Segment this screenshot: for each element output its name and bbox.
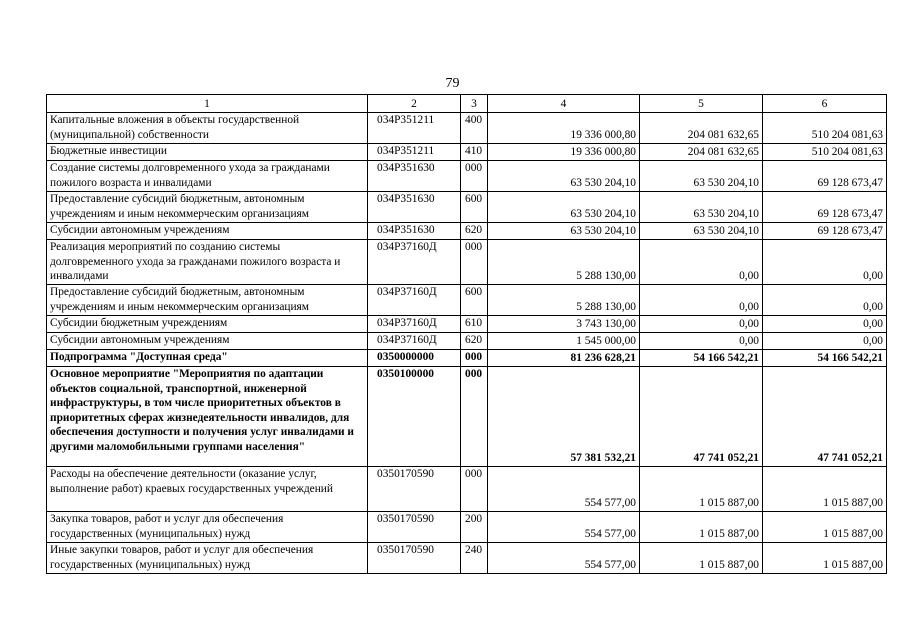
row-expense-type: 600 bbox=[461, 192, 488, 223]
row-code: 034P351211 bbox=[368, 113, 461, 144]
row-value-col5: 0,00 bbox=[640, 333, 763, 350]
table-row bbox=[47, 285, 887, 316]
row-name: Расходы на обеспечение деятельности (оказание услуг, выполнение работ) краевых государственных учреждений bbox=[47, 467, 368, 512]
row-value-col6: 1 015 887,00 bbox=[763, 543, 887, 574]
row-expense-type: 000 bbox=[461, 367, 488, 467]
table-row bbox=[47, 316, 887, 333]
row-value-col4: 57 381 532,21 bbox=[488, 367, 640, 467]
budget-table bbox=[46, 94, 887, 574]
row-code: 034P351630 bbox=[368, 161, 461, 192]
row-name: Бюджетные инвестиции bbox=[47, 144, 368, 161]
row-expense-type: 240 bbox=[461, 543, 488, 574]
row-value-col4: 19 336 000,80 bbox=[488, 113, 640, 144]
row-value-col4: 5 288 130,00 bbox=[488, 240, 640, 285]
row-value-col6: 1 015 887,00 bbox=[763, 467, 887, 512]
row-name: Создание системы долговременного ухода за гражданами пожилого возраста и инвалидами bbox=[47, 161, 368, 192]
row-code: 0350170590 bbox=[368, 467, 461, 512]
row-value-col4: 63 530 204,10 bbox=[488, 192, 640, 223]
row-value-col6: 510 204 081,63 bbox=[763, 144, 887, 161]
header-cell-1: 1 bbox=[47, 95, 368, 113]
row-name: Реализация мероприятий по созданию системы долговременного ухода за гражданами пожилого возраста и инвалидами bbox=[47, 240, 368, 285]
row-expense-type: 610 bbox=[461, 316, 488, 333]
row-code: 0350100000 bbox=[368, 367, 461, 467]
table-row bbox=[47, 543, 887, 574]
row-value-col4: 63 530 204,10 bbox=[488, 223, 640, 240]
row-value-col6: 69 128 673,47 bbox=[763, 161, 887, 192]
row-value-col6: 47 741 052,21 bbox=[763, 367, 887, 467]
header-cell-5: 5 bbox=[640, 95, 763, 113]
row-value-col5: 0,00 bbox=[640, 240, 763, 285]
row-expense-type: 600 bbox=[461, 285, 488, 316]
row-expense-type: 400 bbox=[461, 113, 488, 144]
row-expense-type: 620 bbox=[461, 223, 488, 240]
row-value-col5: 204 081 632,65 bbox=[640, 113, 763, 144]
row-expense-type: 410 bbox=[461, 144, 488, 161]
row-expense-type: 200 bbox=[461, 512, 488, 543]
row-value-col4: 1 545 000,00 bbox=[488, 333, 640, 350]
row-value-col5: 63 530 204,10 bbox=[640, 192, 763, 223]
row-value-col5: 204 081 632,65 bbox=[640, 144, 763, 161]
row-value-col6: 0,00 bbox=[763, 333, 887, 350]
row-value-col5: 0,00 bbox=[640, 285, 763, 316]
row-value-col6: 0,00 bbox=[763, 285, 887, 316]
table-row bbox=[47, 161, 887, 192]
row-value-col5: 0,00 bbox=[640, 316, 763, 333]
row-name: Субсидии автономным учреждениям bbox=[47, 223, 368, 240]
row-value-col5: 63 530 204,10 bbox=[640, 161, 763, 192]
row-value-col5: 54 166 542,21 bbox=[640, 350, 763, 367]
row-value-col5: 1 015 887,00 bbox=[640, 512, 763, 543]
row-code: 0350000000 bbox=[368, 350, 461, 367]
row-code: 034P37160Д bbox=[368, 333, 461, 350]
row-expense-type: 000 bbox=[461, 161, 488, 192]
row-value-col5: 1 015 887,00 bbox=[640, 543, 763, 574]
row-value-col4: 554 577,00 bbox=[488, 467, 640, 512]
row-value-col4: 554 577,00 bbox=[488, 543, 640, 574]
row-code: 034P351630 bbox=[368, 223, 461, 240]
table-row bbox=[47, 333, 887, 350]
row-code: 034P37160Д bbox=[368, 240, 461, 285]
row-value-col4: 63 530 204,10 bbox=[488, 161, 640, 192]
header-cell-3: 3 bbox=[461, 95, 488, 113]
row-value-col5: 63 530 204,10 bbox=[640, 223, 763, 240]
row-code: 034P351630 bbox=[368, 192, 461, 223]
row-name: Основное мероприятие "Мероприятия по адаптации объектов социальной, транспортной, инженерной инфраструктуры, в том числе приоритетных объектов в приоритетных сферах жизнедеятельности инвалидов, для обеспечения доступности и получения услуг инвалидами и другими маломобильными группами населения" bbox=[47, 367, 368, 467]
row-name: Субсидии бюджетным учреждениям bbox=[47, 316, 368, 333]
row-expense-type: 000 bbox=[461, 467, 488, 512]
row-value-col6: 54 166 542,21 bbox=[763, 350, 887, 367]
row-value-col4: 5 288 130,00 bbox=[488, 285, 640, 316]
row-name: Капитальные вложения в объекты государственной (муниципальной) собственности bbox=[47, 113, 368, 144]
table-row bbox=[47, 367, 887, 467]
row-value-col4: 3 743 130,00 bbox=[488, 316, 640, 333]
row-name: Иные закупки товаров, работ и услуг для обеспечения государственных (муниципальных) нужд bbox=[47, 543, 368, 574]
table-row bbox=[47, 192, 887, 223]
row-code: 034P37160Д bbox=[368, 285, 461, 316]
row-code: 034P351211 bbox=[368, 144, 461, 161]
table-body bbox=[47, 95, 887, 574]
row-code: 034P37160Д bbox=[368, 316, 461, 333]
row-expense-type: 000 bbox=[461, 240, 488, 285]
row-value-col6: 1 015 887,00 bbox=[763, 512, 887, 543]
row-name: Закупка товаров, работ и услуг для обеспечения государственных (муниципальных) нужд bbox=[47, 512, 368, 543]
table-row bbox=[47, 350, 887, 367]
row-code: 0350170590 bbox=[368, 512, 461, 543]
row-value-col6: 0,00 bbox=[763, 316, 887, 333]
row-name: Предоставление субсидий бюджетным, автономным учреждениям и иным некоммерческим организациям bbox=[47, 192, 368, 223]
row-value-col6: 69 128 673,47 bbox=[763, 192, 887, 223]
row-value-col6: 69 128 673,47 bbox=[763, 223, 887, 240]
row-name: Субсидии автономным учреждениям bbox=[47, 333, 368, 350]
row-name: Подпрограмма "Доступная среда" bbox=[47, 350, 368, 367]
row-value-col4: 554 577,00 bbox=[488, 512, 640, 543]
header-row bbox=[47, 95, 887, 113]
header-cell-6: 6 bbox=[763, 95, 887, 113]
row-name: Предоставление субсидий бюджетным, автономным учреждениям и иным некоммерческим организациям bbox=[47, 285, 368, 316]
header-cell-4: 4 bbox=[488, 95, 640, 113]
table-row bbox=[47, 240, 887, 285]
table-row bbox=[47, 467, 887, 512]
table-row bbox=[47, 512, 887, 543]
row-value-col4: 81 236 628,21 bbox=[488, 350, 640, 367]
page-number: 79 bbox=[445, 76, 460, 91]
row-value-col6: 0,00 bbox=[763, 240, 887, 285]
row-expense-type: 000 bbox=[461, 350, 488, 367]
row-value-col4: 19 336 000,80 bbox=[488, 144, 640, 161]
table-row bbox=[47, 113, 887, 144]
row-value-col6: 510 204 081,63 bbox=[763, 113, 887, 144]
table-row bbox=[47, 144, 887, 161]
row-code: 0350170590 bbox=[368, 543, 461, 574]
row-expense-type: 620 bbox=[461, 333, 488, 350]
table-row bbox=[47, 223, 887, 240]
header-cell-2: 2 bbox=[368, 95, 461, 113]
row-value-col5: 1 015 887,00 bbox=[640, 467, 763, 512]
row-value-col5: 47 741 052,21 bbox=[640, 367, 763, 467]
